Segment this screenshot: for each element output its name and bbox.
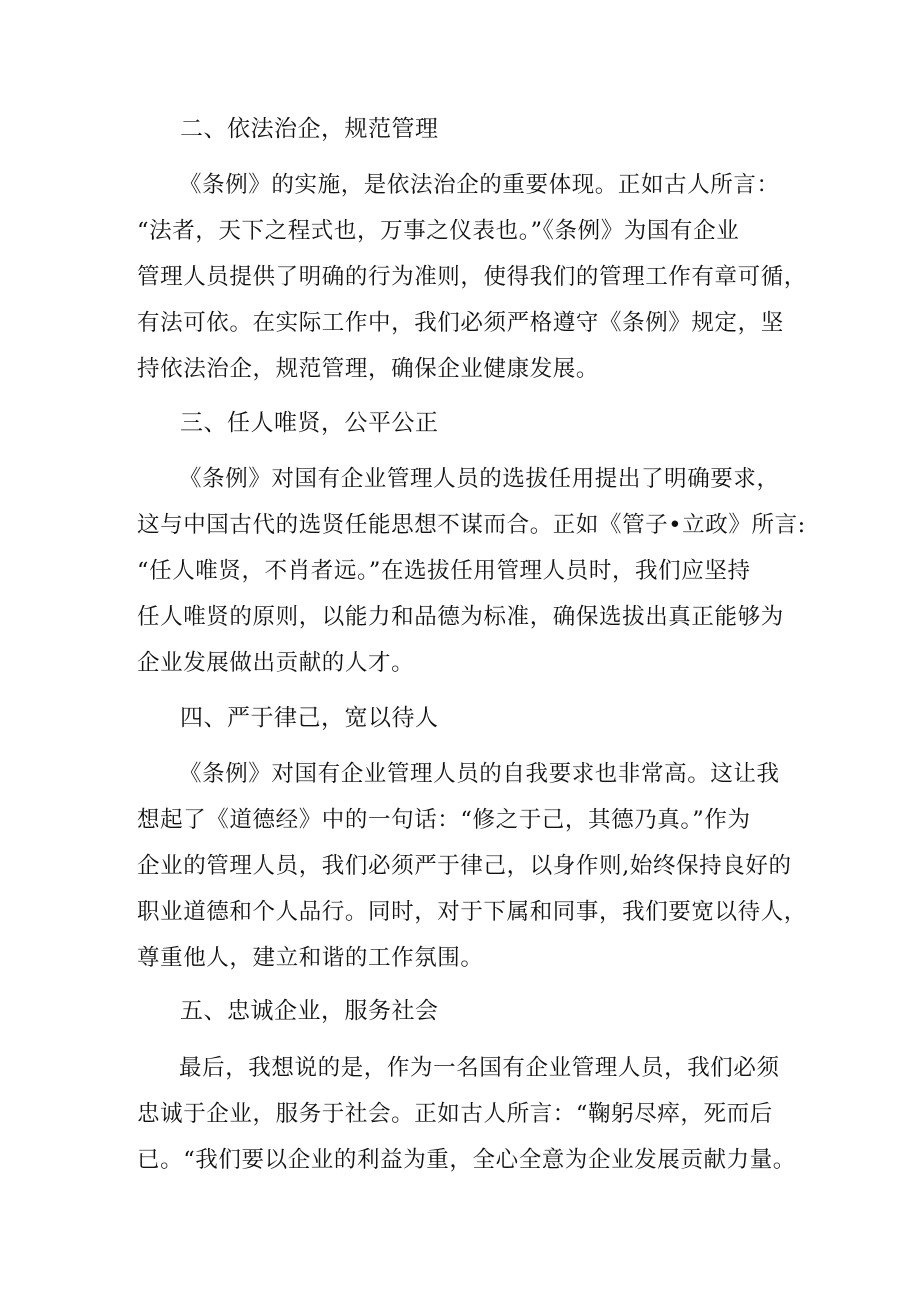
section-paragraph <box>137 751 817 981</box>
section-paragraph <box>137 456 817 686</box>
section-paragraph <box>137 1045 817 1183</box>
paragraph-line: 持依法治企，规范管理，确保企业健康发展。 <box>137 356 600 382</box>
paragraph-line: 有法可依。在实际工作中，我们必须严格遵守《条例》规定，坚 <box>137 310 784 336</box>
paragraph-line: 《条例》对国有企业管理人员的自我要求也非常高。这让我 <box>179 761 780 787</box>
paragraph-line: 想起了《道德经》中的一句话：“修之于己，其德乃真。”作为 <box>137 807 751 833</box>
paragraph-line: 管理人员提供了明确的行为准则，使得我们的管理工作有章可循， <box>137 264 807 290</box>
paragraph-line: 《条例》的实施，是依法治企的重要体现。正如古人所言： <box>179 172 780 198</box>
paragraph-line: “任人唯贤，不肖者远。”在选拔任用管理人员时，我们应坚持 <box>137 558 751 584</box>
paragraph-line: “法者，天下之程式也，万事之仪表也。”《条例》为国有企业 <box>137 218 740 244</box>
paragraph-line: 企业的管理人员，我们必须严于律己，以身作则,始终保持良好的 <box>137 853 792 879</box>
section-heading: 四、严于律己，宽以待人 <box>180 705 439 731</box>
paragraph-line: 最后，我想说的是，作为一名国有企业管理人员，我们必须 <box>179 1055 780 1081</box>
section-paragraph <box>137 162 817 392</box>
section-heading: 五、忠诚企业，服务社会 <box>180 998 439 1024</box>
paragraph-line: 忠诚于企业，服务于社会。正如古人所言：“鞠躬尽瘁，死而后 <box>137 1101 773 1127</box>
paragraph-line: 任人唯贤的原则，以能力和品德为标准，确保选拔出真正能够为 <box>137 604 784 630</box>
paragraph-line: 职业道德和个人品行。同时，对于下属和同事，我们要宽以待人， <box>137 899 807 925</box>
paragraph-line: 已。“我们要以企业的利益为重，全心全意为企业发展贡献力量。 <box>137 1147 796 1173</box>
paragraph-line: 这与中国古代的选贤任能思想不谋而合。正如《管子•立政》所言: <box>137 512 806 538</box>
section-heading: 三、任人唯贤，公平公正 <box>180 410 439 436</box>
section-heading: 二、依法治企，规范管理 <box>180 116 439 142</box>
paragraph-line: 《条例》对国有企业管理人员的选拔任用提出了明确要求， <box>179 466 780 492</box>
paragraph-line: 尊重他人，建立和谐的工作氛围。 <box>137 945 484 971</box>
paragraph-line: 企业发展做出贡献的人才。 <box>137 650 415 676</box>
